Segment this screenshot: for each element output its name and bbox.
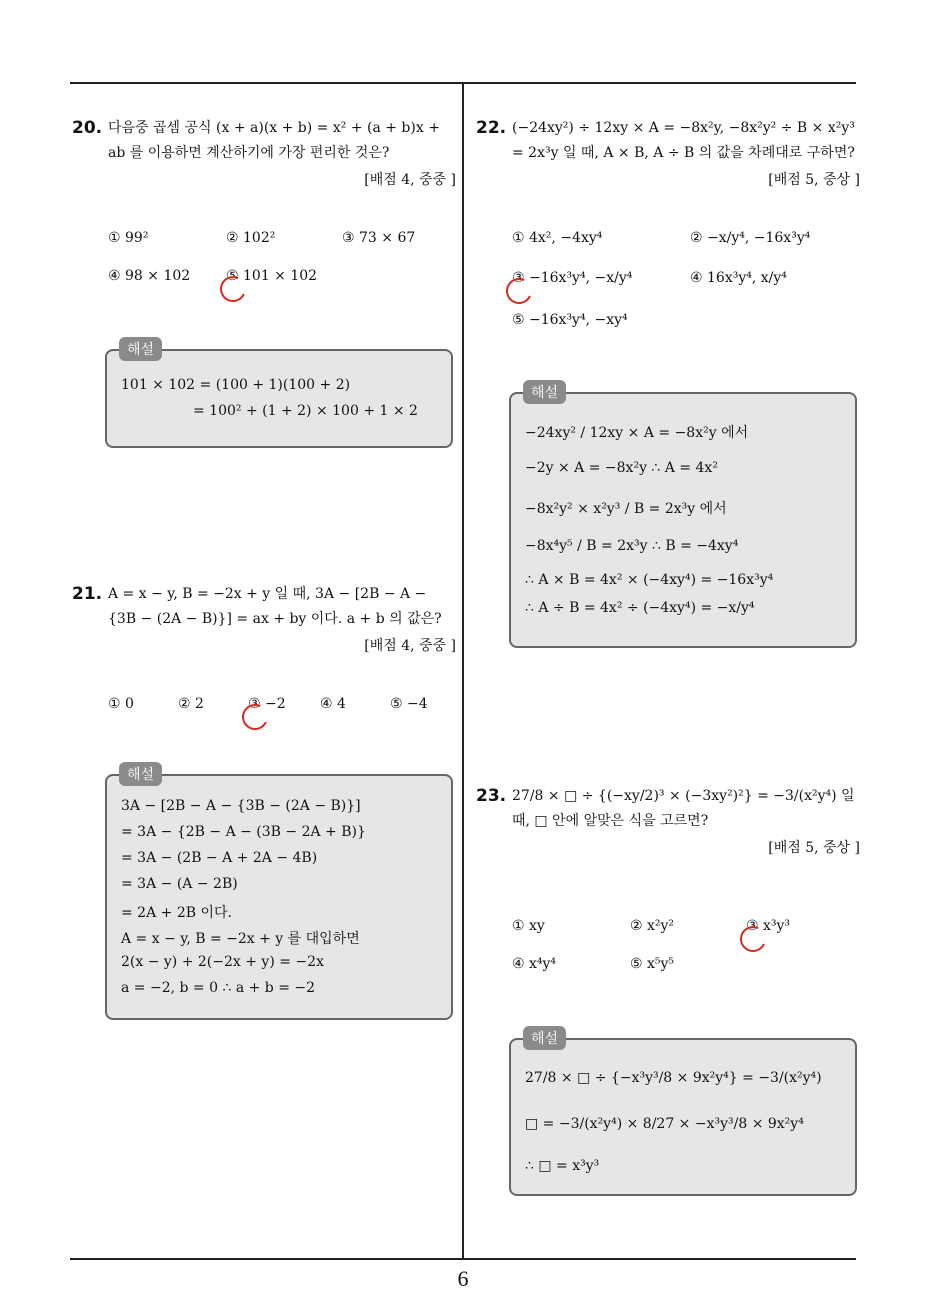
problem-text: A = x − y, B = −2x + y 일 때, 3A − [2B − A − {3B − (2A − B)}] = ax + by 이다. a + b 의 값은? — [108, 586, 442, 627]
choice-5[interactable]: ⑤ x⁵y⁵ — [630, 956, 675, 972]
choice-2[interactable]: ② 102² — [226, 230, 276, 246]
solution-line: −24xy² / 12xy × A = −8x²y 에서 — [525, 425, 749, 441]
problem-text: 다음중 곱셈 공식 (x + a)(x + b) = x² + (a + b)x + ab 를 이용하면 계산하기에 가장 편리한 것은? — [108, 120, 440, 161]
solution-line: A = x − y, B = −2x + y 를 대입하면 — [121, 931, 360, 947]
problem-22 — [476, 116, 860, 193]
choice-3[interactable]: ③ 73 × 67 — [342, 230, 416, 246]
solution-line: = 3A − (A − 2B) — [121, 876, 238, 892]
solution-box-23 — [509, 1031, 857, 1196]
choice-4[interactable]: ④ 4 — [320, 696, 346, 712]
choice-4[interactable]: ④ x⁴y⁴ — [512, 956, 557, 972]
choice-5[interactable]: ⑤ 101 × 102 — [226, 268, 317, 284]
bottom-rule — [70, 1258, 856, 1260]
problem-21 — [72, 582, 456, 659]
solution-line: = 2A + 2B 이다. — [121, 905, 232, 921]
choice-4[interactable]: ④ 16x³y⁴, x/y⁴ — [690, 270, 787, 286]
problem-number: 21. — [72, 584, 103, 604]
problem-score: [배점 5, 중상 ] — [768, 172, 860, 188]
solution-line: 3A − [2B − A − {3B − (2A − B)}] — [121, 798, 361, 814]
solution-tag: 해설 — [523, 1026, 566, 1050]
choice-5[interactable]: ⑤ −4 — [390, 696, 428, 712]
problem-score: [배점 4, 중중 ] — [364, 172, 456, 188]
choice-1[interactable]: ① 4x², −4xy⁴ — [512, 230, 603, 246]
solution-line: 2(x − y) + 2(−2x + y) = −2x — [121, 954, 324, 970]
choice-1[interactable]: ① 99² — [108, 230, 149, 246]
solution-tag: 해설 — [119, 762, 162, 786]
page-number: 6 — [457, 1266, 469, 1291]
problem-text: (−24xy²) ÷ 12xy × A = −8x²y, −8x²y² ÷ B × x²y³ = 2x³y 일 때, A × B, A ÷ B 의 값을 차례대로 구하면? — [512, 120, 855, 161]
solution-line: 27/8 × □ ÷ {−x³y³/8 × 9x²y⁴} = −3/(x²y⁴) — [525, 1070, 822, 1086]
choice-3[interactable]: ③ −16x³y⁴, −x/y⁴ — [512, 270, 632, 286]
solution-line: = 3A − (2B − A + 2A − 4B) — [121, 850, 318, 866]
choice-2[interactable]: ② x²y² — [630, 918, 675, 934]
solution-tag: 해설 — [119, 337, 162, 361]
problem-number: 23. — [476, 786, 507, 806]
problem-score: [배점 5, 중상 ] — [768, 840, 860, 856]
solution-box-22 — [509, 385, 857, 648]
column-divider — [462, 83, 464, 1258]
solution-line: 101 × 102 = (100 + 1)(100 + 2) — [121, 377, 351, 393]
choice-2[interactable]: ② −x/y⁴, −16x³y⁴ — [690, 230, 811, 246]
solution-line: = 3A − {2B − A − (3B − 2A + B)} — [121, 824, 366, 840]
choice-3[interactable]: ③ −2 — [248, 696, 286, 712]
solution-line: −8x⁴y⁵ / B = 2x³y ∴ B = −4xy⁴ — [525, 538, 739, 554]
solution-line: = 100² + (1 + 2) × 100 + 1 × 2 — [193, 403, 418, 419]
problem-20 — [72, 116, 456, 193]
solution-box-20 — [105, 342, 453, 448]
choice-4[interactable]: ④ 98 × 102 — [108, 268, 191, 284]
solution-box-21 — [105, 767, 453, 1020]
choice-3[interactable]: ③ x³y³ — [746, 918, 790, 934]
problem-number: 20. — [72, 118, 103, 138]
problem-23 — [476, 784, 860, 861]
solution-line: □ = −3/(x²y⁴) × 8/27 × −x³y³/8 × 9x²y⁴ — [525, 1116, 804, 1132]
choice-2[interactable]: ② 2 — [178, 696, 204, 712]
choice-5[interactable]: ⑤ −16x³y⁴, −xy⁴ — [512, 312, 628, 328]
problem-text: 27/8 × □ ÷ {(−xy/2)³ × (−3xy²)²} = −3/(x²y⁴) 일 때, □ 안에 알맞은 식을 고르면? — [512, 788, 855, 829]
problem-score: [배점 4, 중중 ] — [364, 638, 456, 654]
solution-line: −2y × A = −8x²y ∴ A = 4x² — [525, 460, 718, 476]
solution-tag: 해설 — [523, 380, 566, 404]
solution-line: a = −2, b = 0 ∴ a + b = −2 — [121, 980, 316, 996]
solution-line: ∴ A ÷ B = 4x² ÷ (−4xy⁴) = −x/y⁴ — [525, 600, 755, 616]
choice-1[interactable]: ① 0 — [108, 696, 134, 712]
solution-line: −8x²y² × x²y³ / B = 2x³y 에서 — [525, 501, 727, 517]
choice-1[interactable]: ① xy — [512, 918, 545, 934]
solution-line: ∴ A × B = 4x² × (−4xy⁴) = −16x³y⁴ — [525, 572, 774, 588]
solution-line: ∴ □ = x³y³ — [525, 1158, 600, 1174]
problem-number: 22. — [476, 118, 507, 138]
